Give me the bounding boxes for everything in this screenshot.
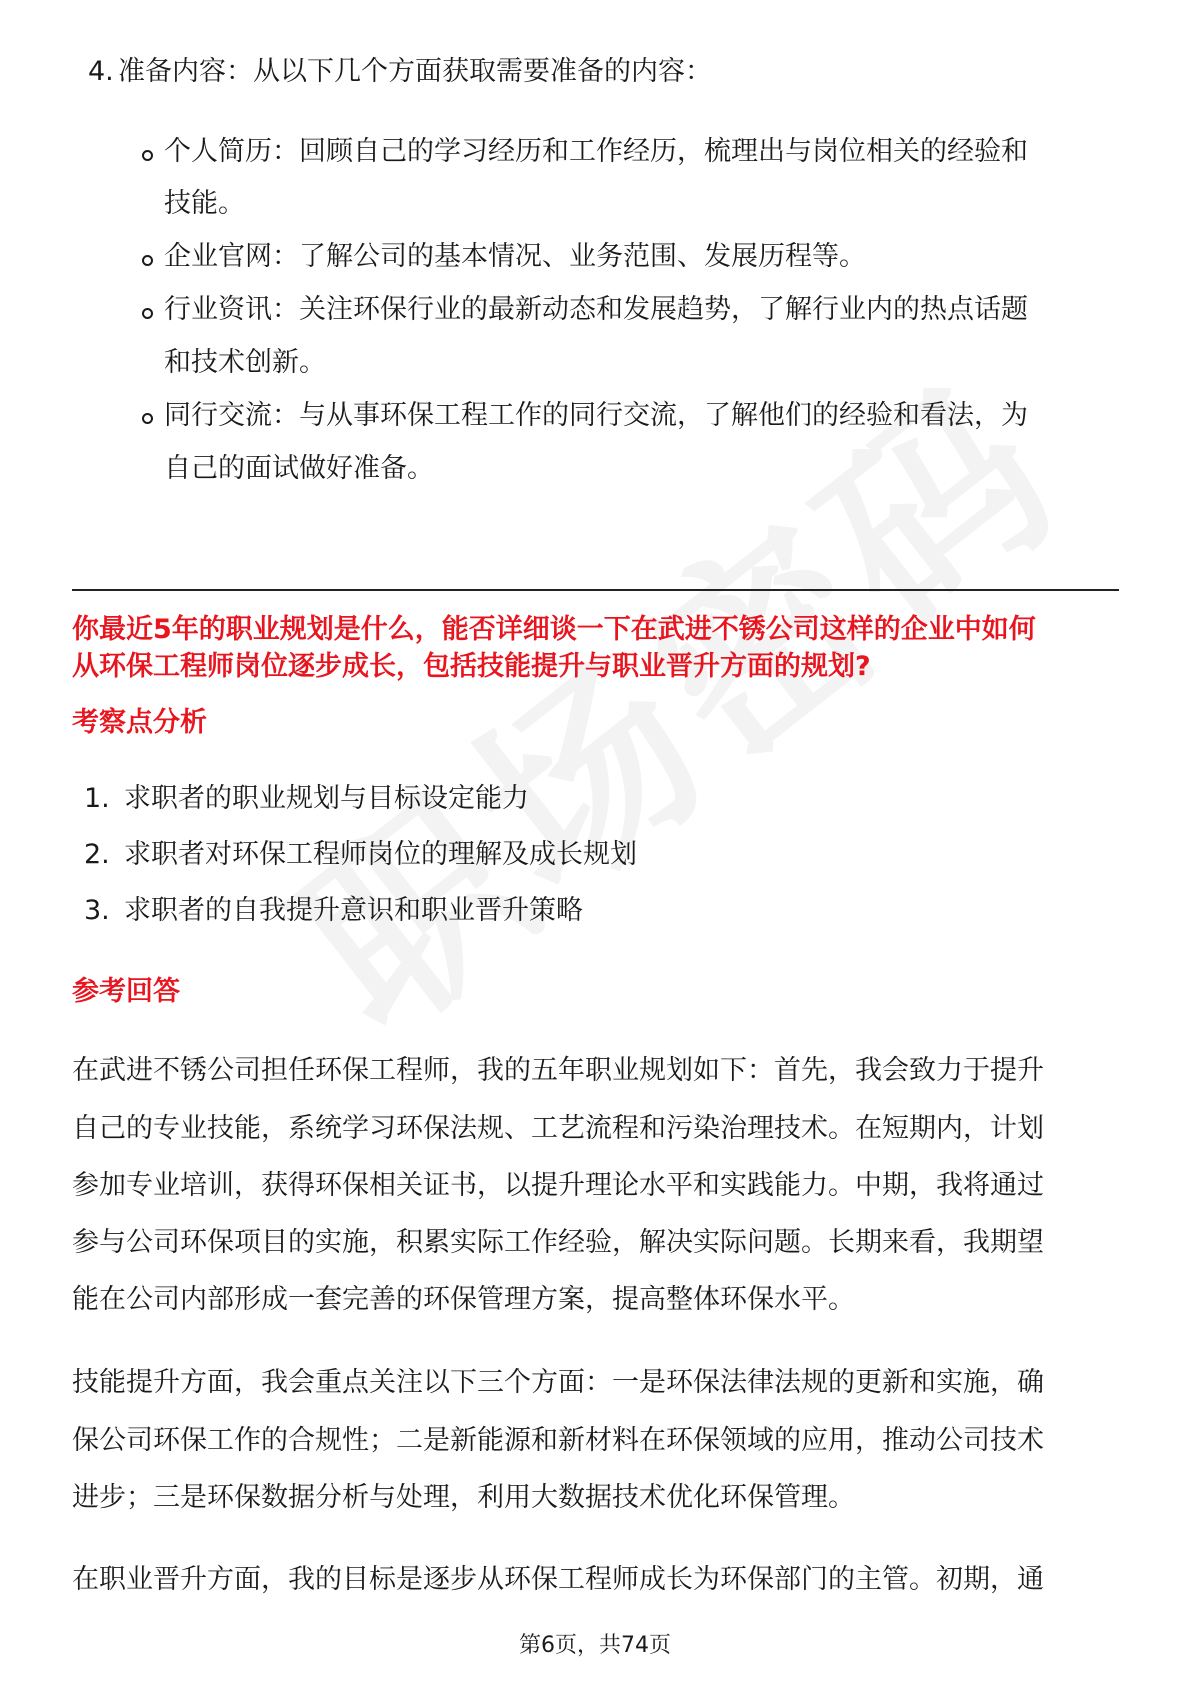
- analysis-item-3-number: 3.: [84, 895, 110, 926]
- answer-p3-line-1: 在职业晋升方面，我的目标是逐步从环保工程师成长为环保部门的主管。初期，通: [72, 1564, 1044, 1595]
- prep-item-1-line-2: 技能。: [164, 188, 245, 219]
- answer-p1-line-5: 能在公司内部形成一套完善的环保管理方案，提高整体环保水平。: [72, 1284, 855, 1315]
- prep-item-3-line-2: 和技术创新。: [164, 347, 326, 378]
- prep-item-4-line-2: 自己的面试做好准备。: [164, 453, 434, 484]
- bullet-icon: [142, 413, 153, 424]
- question-line-2: 从环保工程师岗位逐步成长，包括技能提升与职业晋升方面的规划?: [72, 651, 871, 682]
- analysis-item-2: 求职者对环保工程师岗位的理解及成长规划: [124, 839, 637, 870]
- page-footer: 第6页，共74页: [519, 1633, 671, 1658]
- answer-p1-line-2: 自己的专业技能，系统学习环保法规、工艺流程和污染治理技术。在短期内，计划: [72, 1113, 1044, 1144]
- prep-item-1-line-1: 个人简历：回顾自己的学习经历和工作经历，梳理出与岗位相关的经验和: [164, 136, 1028, 167]
- bullet-icon: [142, 150, 153, 161]
- prep-item-4-line-1: 同行交流：与从事环保工程工作的同行交流，了解他们的经验和看法，为: [164, 400, 1028, 431]
- answer-p1-line-1: 在武进不锈公司担任环保工程师，我的五年职业规划如下：首先，我会致力于提升: [72, 1055, 1044, 1086]
- answer-p2-line-1: 技能提升方面，我会重点关注以下三个方面：一是环保法律法规的更新和实施，确: [72, 1367, 1044, 1398]
- section-divider: [72, 589, 1119, 591]
- analysis-title: 考察点分析: [72, 707, 207, 738]
- analysis-item-1-number: 1.: [84, 783, 110, 814]
- bullet-icon: [142, 308, 153, 319]
- analysis-item-1: 求职者的职业规划与目标设定能力: [124, 783, 529, 814]
- answer-p1-line-4: 参与公司环保项目的实施，积累实际工作经验，解决实际问题。长期来看，我期望: [72, 1227, 1044, 1258]
- analysis-item-2-number: 2.: [84, 839, 110, 870]
- answer-title: 参考回答: [72, 976, 180, 1007]
- prep-item-3-line-1: 行业资讯：关注环保行业的最新动态和发展趋势，了解行业内的热点话题: [164, 294, 1028, 325]
- bullet-icon: [142, 255, 153, 266]
- answer-p2-line-3: 进步；三是环保数据分析与处理，利用大数据技术优化环保管理。: [72, 1482, 855, 1513]
- prep-number: 4.: [88, 56, 114, 87]
- answer-p1-line-3: 参加专业培训，获得环保相关证书，以提升理论水平和实践能力。中期，我将通过: [72, 1170, 1044, 1201]
- question-line-1: 你最近5年的职业规划是什么，能否详细谈一下在武进不锈公司这样的企业中如何: [72, 614, 1036, 645]
- prep-heading: 准备内容：从以下几个方面获取需要准备的内容：: [118, 56, 712, 87]
- prep-item-2-line-1: 企业官网：了解公司的基本情况、业务范围、发展历程等。: [164, 241, 866, 272]
- analysis-item-3: 求职者的自我提升意识和职业晋升策略: [124, 895, 583, 926]
- answer-p2-line-2: 保公司环保工作的合规性；二是新能源和新材料在环保领域的应用，推动公司技术: [72, 1425, 1044, 1456]
